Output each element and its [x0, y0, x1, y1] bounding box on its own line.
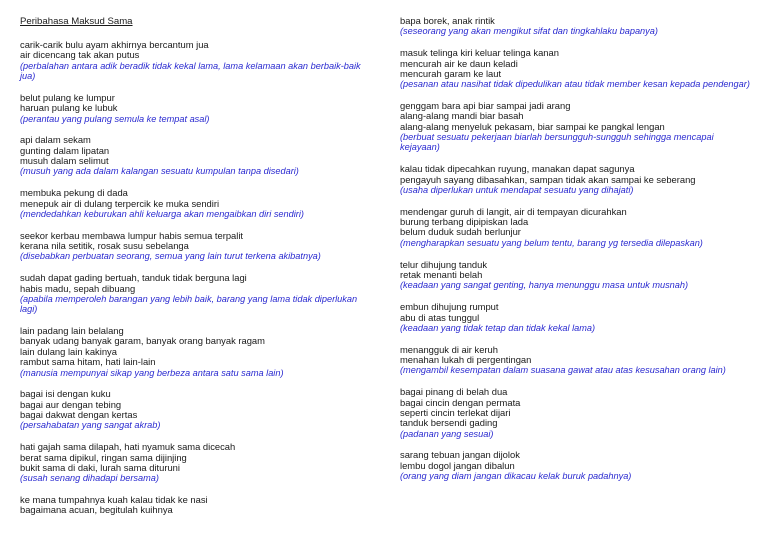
proverb-meaning: (pesanan atau nasihat tidak dipedulikan atau tidak member kesan kepada pendengar): [400, 79, 750, 90]
proverb-line: telur dihujung tanduk: [400, 258, 488, 270]
proverb-meaning: (mendedahkan keburukan ahli keluarga akan mengaibkan diri sendiri): [20, 208, 304, 219]
proverb-meaning: (mengambil kesempatan dalam suasana gawat atau atas kesusahan orang lain): [400, 365, 726, 376]
proverb-entry: [20, 273, 365, 314]
proverb-line: pengayuh sayang dibasahkan, sampan tidak akan sampai ke seberang: [400, 173, 696, 185]
proverb-line: abu di atas tunggul: [400, 311, 480, 323]
proverb-line: carik-carik bulu ayam akhirnya bercantum jua: [20, 39, 209, 50]
proverb-line: kalau tidak dipecahkan ruyung, manakan dapat sagunya: [400, 163, 635, 175]
proverb-line: haruan pulang ke lubuk: [20, 102, 118, 114]
proverb-entry: [400, 260, 750, 291]
proverb-line: mencurah garam ke laut: [400, 67, 502, 79]
proverb-line: burung terbang dipipiskan lada: [400, 216, 529, 228]
proverb-line: bukit sama di daki, lurah sama dituruni: [20, 461, 180, 473]
proverb-line: bagai isi dengan kuku: [20, 388, 111, 400]
proverb-line: menepuk air di dulang terpercik ke muka sendiri: [20, 197, 220, 209]
proverb-entry: [400, 48, 750, 89]
proverb-meaning: (usaha diperlukan untuk mendapat sesuatu yang dihajati): [400, 184, 634, 195]
proverb-line: lain padang lain belalang: [20, 324, 124, 336]
proverb-meaning: (perantau yang pulang semula ke tempat asal): [20, 113, 210, 124]
proverb-meaning: (berbuat sesuatu pekerjaan biarlah bersungguh-sungguh sehingga mencapai kejayaan): [400, 132, 714, 153]
proverb-line: gunting dalam lipatan: [20, 144, 110, 156]
proverb-line: alang-alang mandi biar basah: [400, 110, 524, 122]
proverb-meaning: (apabila memperoleh barangan yang lebih baik, barang yang lama tidak diperlukan lagi): [20, 294, 358, 315]
proverb-line: bagai pinang di belah dua: [400, 386, 508, 398]
proverb-entry: [400, 387, 750, 439]
proverb-entry: [400, 207, 750, 248]
proverb-line: bapa borek, anak rintik: [400, 15, 495, 26]
proverb-meaning: (seseorang yang akan mengikut sifat dan tingkahlaku bapanya): [400, 26, 658, 37]
proverb-line: ke mana tumpahnya kuah kalau tidak ke nasi: [20, 494, 208, 506]
proverb-meaning: (padanan yang sesuai): [400, 428, 494, 439]
proverb-line: berat sama dipikul, ringan sama dijinjing: [20, 451, 187, 463]
left-column: [20, 16, 365, 527]
proverb-meaning: (mengharapkan sesuatu yang belum tentu, barang yg tersedia dilepaskan): [400, 237, 703, 248]
proverb-line: bagaimana acuan, begitulah kuihnya: [20, 504, 173, 516]
proverb-meaning: (disebabkan perbuatan seorang, semua yang lain turut terkena akibatnya): [20, 251, 321, 262]
proverb-line: tanduk bersendi gading: [400, 417, 498, 429]
proverb-line: seekor kerbau membawa lumpur habis semua terpalit: [20, 229, 244, 241]
proverb-line: menangguk di air keruh: [400, 343, 498, 355]
proverb-line: sudah dapat gading bertuah, tanduk tidak berguna lagi: [20, 272, 247, 284]
proverb-meaning: (susah senang dihadapi bersama): [20, 473, 159, 484]
proverb-entry: [400, 302, 750, 333]
proverb-line: belum duduk sudah berlunjur: [400, 226, 521, 238]
proverb-entry: [20, 495, 365, 516]
proverb-line: masuk telinga kiri keluar telinga kanan: [400, 47, 559, 59]
proverb-entry: [400, 101, 750, 153]
proverb-meaning: (manusia mempunyai sikap yang berbeza antara satu sama lain): [20, 367, 284, 378]
proverb-entry: [20, 40, 365, 81]
proverb-line: genggam bara api biar sampai jadi arang: [400, 100, 571, 112]
proverb-entry: [20, 326, 365, 378]
proverb-meaning: (orang yang diam jangan dikacau kelak buruk padahnya): [400, 471, 632, 482]
proverb-line: bagai cincin dengan permata: [400, 396, 521, 408]
proverb-entry: [20, 93, 365, 124]
proverb-meaning: (perbalahan antara adik beradik tidak kekal lama, lama kelamaan akan berbaik-baik jua): [20, 60, 361, 82]
proverb-entry: [20, 231, 365, 262]
proverb-line: embun dihujung rumput: [400, 301, 499, 313]
proverb-line: seperti cincin terlekat dijari: [400, 406, 511, 418]
proverb-line: musuh dalam selimut: [20, 155, 109, 167]
proverb-line: retak menanti belah: [400, 269, 483, 280]
proverb-line: menahan lukah di pergentingan: [400, 354, 532, 366]
proverb-line: banyak udang banyak garam, banyak orang banyak ragam: [20, 335, 265, 347]
proverb-line: api dalam sekam: [20, 134, 91, 146]
proverb-entry: [20, 188, 365, 219]
proverb-line: belut pulang ke lumpur: [20, 91, 115, 103]
proverb-entry: [20, 442, 365, 483]
proverb-meaning: (keadaan yang tidak tetap dan tidak kekal lama): [400, 322, 596, 333]
proverb-line: air dicencang tak akan putus: [20, 49, 140, 61]
proverb-line: alang-alang menyeluk pekasam, biar sampai ke pangkal lengan: [400, 120, 665, 132]
proverb-entry: [400, 16, 750, 37]
proverb-line: membuka pekung di dada: [20, 187, 128, 199]
right-column: [400, 16, 750, 493]
proverb-line: mencurah air ke daun keladi: [400, 57, 518, 69]
proverb-line: lain dulang lain kakinya: [20, 345, 117, 357]
proverb-meaning: (musuh yang ada dalam kalangan sesuatu kumpulan tanpa disedari): [20, 166, 299, 177]
proverb-line: rambut sama hitam, hati lain-lain: [20, 356, 156, 368]
proverb-entry: [20, 389, 365, 430]
proverb-line: mendengar guruh di langit, air di tempayan dicurahkan: [400, 205, 627, 217]
proverb-line: bagai aur dengan tebing: [20, 398, 122, 410]
proverb-entry: [400, 164, 750, 195]
proverb-line: habis madu, sepah dibuang: [20, 282, 136, 294]
page-title: Peribahasa Maksud Sama: [20, 16, 133, 27]
proverb-line: hati gajah sama dilapah, hati nyamuk sama dicecah: [20, 441, 236, 453]
proverb-entry: [400, 345, 750, 376]
proverb-line: lembu dogol jangan dibalun: [400, 459, 515, 471]
proverb-entry: [20, 135, 365, 176]
proverb-line: kerana nila setitik, rosak susu sebelanga: [20, 240, 189, 252]
proverb-meaning: (persahabatan yang sangat akrab): [20, 420, 161, 431]
proverb-meaning: (keadaan yang sangat genting, hanya menunggu masa untuk musnah): [400, 280, 689, 291]
proverb-line: bagai dakwat dengan kertas: [20, 409, 138, 421]
proverb-line: sarang tebuan jangan dijolok: [400, 449, 520, 461]
proverb-entry: [400, 450, 750, 481]
